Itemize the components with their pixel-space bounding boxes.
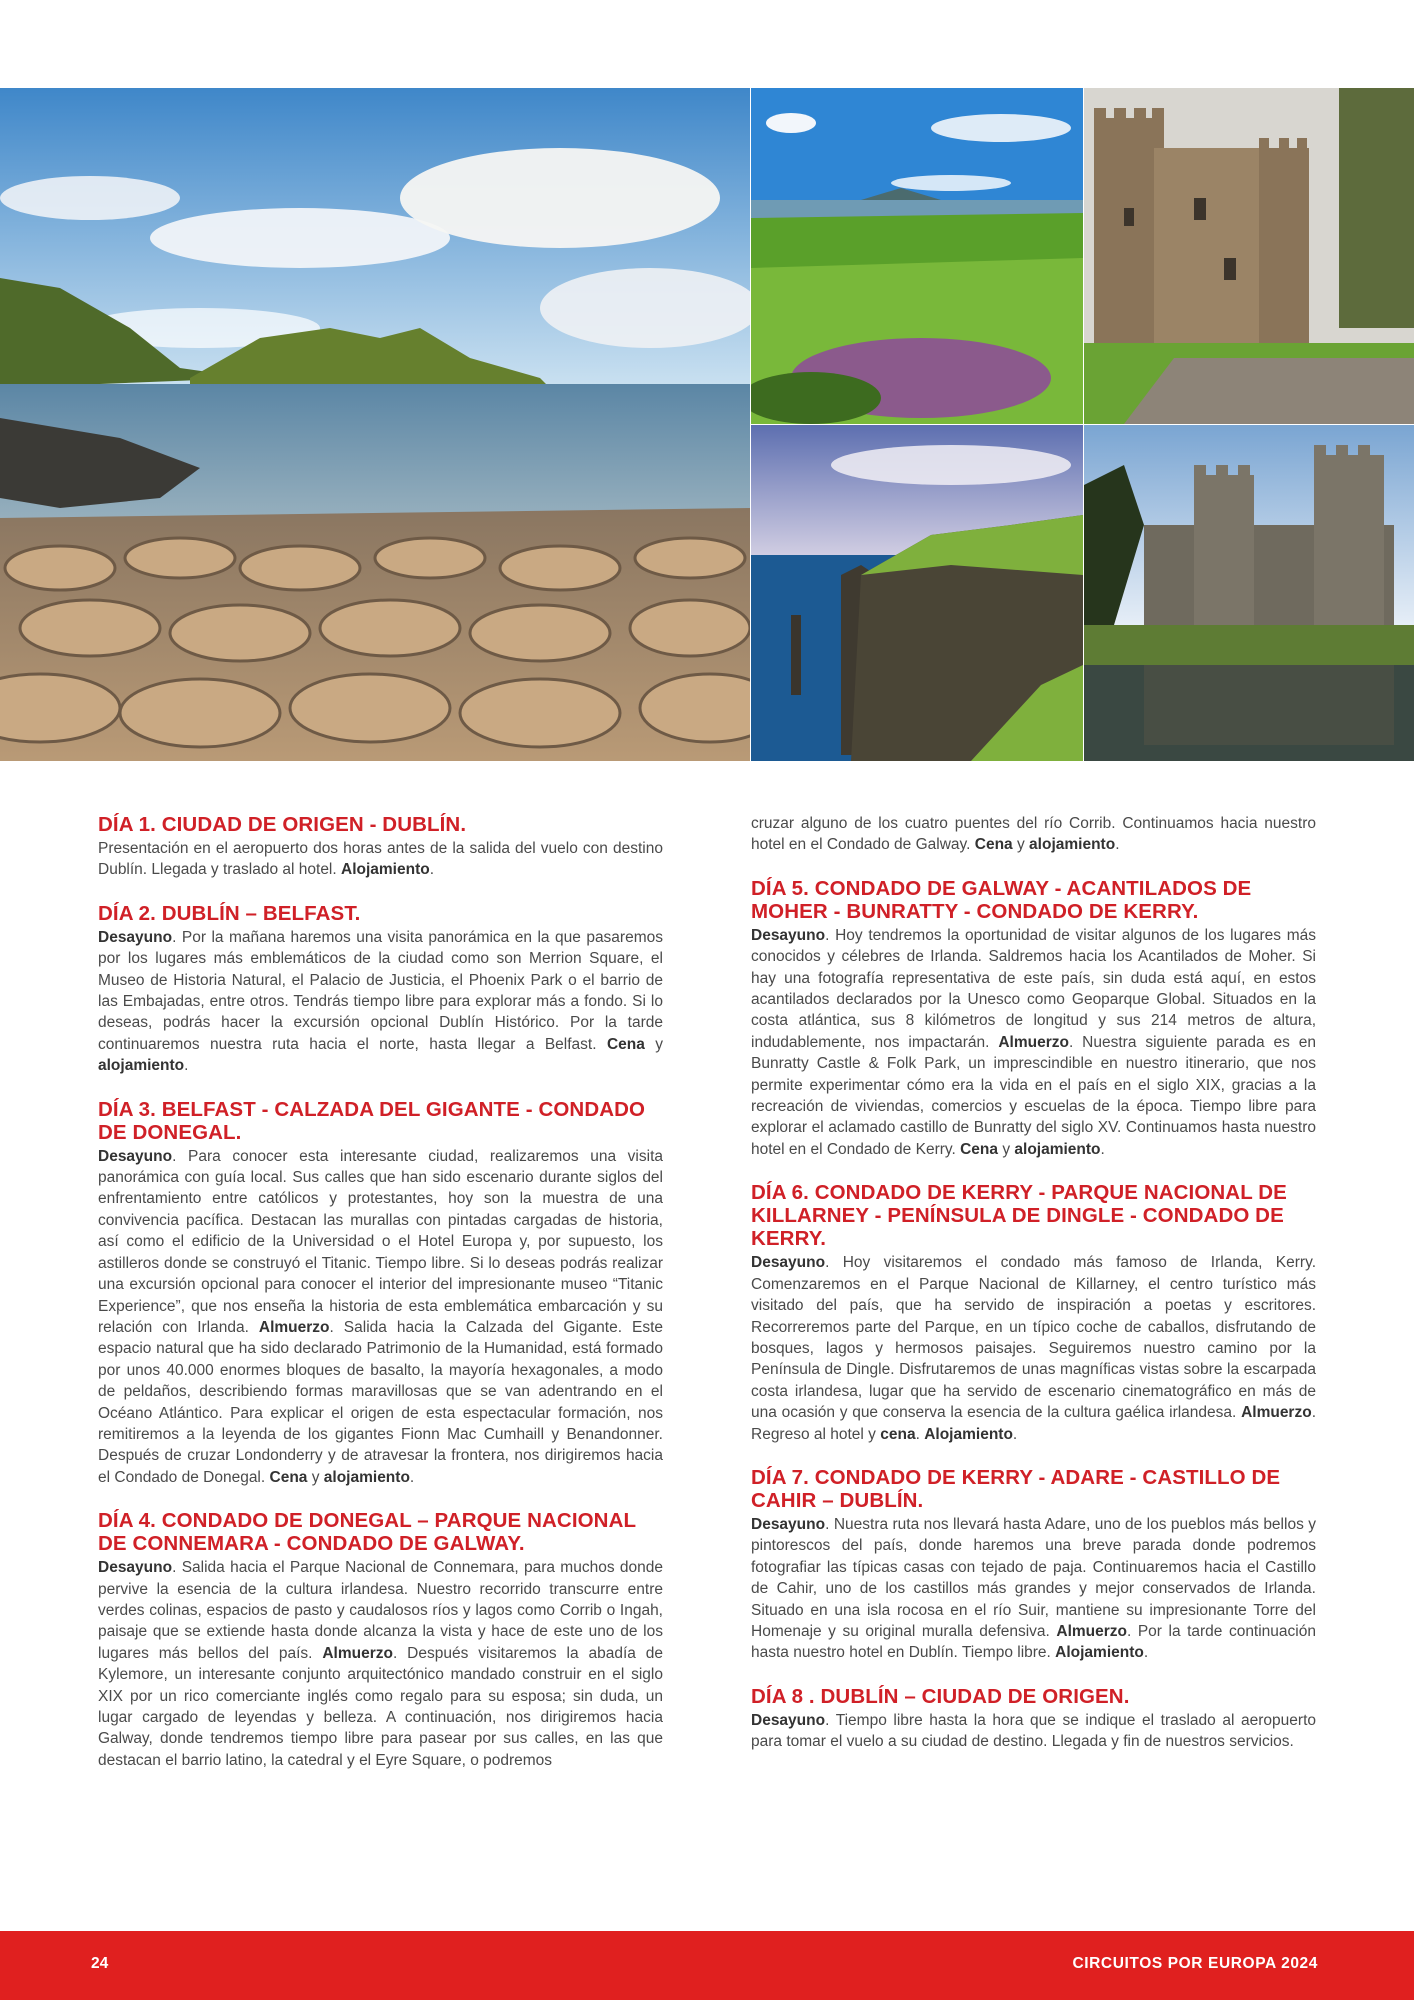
day-heading: DÍA 5. CONDADO DE GALWAY - ACANTILADOS DE MOHER - BUNRATTY - CONDADO DE KERRY. — [751, 876, 1252, 923]
right_column-day-block — [751, 1181, 1316, 1445]
right_column-day-block — [751, 877, 1316, 1160]
day-4-continuation-text: cruzar alguno de los cuatro puentes del río Corrib. Continuamos hacia nuestro hotel en el Condado de Galway. Cena y alojamiento. — [751, 815, 1316, 854]
day-heading: DÍA 8 . DUBLÍN – CIUDAD DE ORIGEN. — [751, 1684, 1130, 1708]
day-description: Presentación en el aeropuerto dos horas antes de la salida del vuelo con destino Dublín. Llegada y traslado al hotel. Alojamiento. — [98, 840, 663, 879]
left_column-day-block — [98, 1509, 663, 1771]
cahir-castle-photo — [1084, 425, 1414, 761]
publication-title: CIRCUITOS POR EUROPA 2024 — [1072, 1955, 1318, 1972]
connemara-photo — [751, 88, 1083, 424]
day-description: Desayuno. Tiempo libre hasta la hora que se indique el traslado al aeropuerto para tomar el vuelo a su ciudad de destino. Llegada y fin de nuestros servicios. — [751, 1711, 1316, 1751]
day-description: Desayuno. Por la mañana haremos una visita panorámica en la que pasaremos por los lugares más emblemáticos de la ciudad como son Merrion Square, el Museo de Historia Natural, el Palacio de Justicia, el Phoenix Park o el barrio de las Embajadas, entre otros. Tendrás tiempo libre para explorar más a fondo. Si lo deseas, podrás hacer la excursión opcional Dublín Histórico. Por la tarde continuaremos nuestra ruta hacia el norte, hasta llegar a Belfast. Cena y alojamiento. — [98, 928, 663, 1075]
right-column — [751, 813, 1316, 1774]
day-description: Desayuno. Para conocer esta interesante ciudad, realizaremos una visita panorámica con guía local. Sus calles que han sido escenario durante siglos del enfrentamiento entre católicos y protestantes, hoy son la muestra de una convivencia pacífica. Destacan las murallas con pintadas cargadas de historia, así como el edificio de la Universidad o el Hotel Europa y, por supuesto, los astilleros donde se construyó el Titanic. Tiempo libre. Si lo deseas podrás realizar una excursión opcional para conocer el interior del impresionante museo “Titanic Experience”, que nos enseña la historia de esta emblemática embarcación y su relación con Irlanda. Almuerzo. Salida hacia la Calzada del Gigante. Este espacio natural que ha sido declarado Patrimonio de la Humanidad, está formado por unos 40.000 enormes bloques de basalto, la mayoría hexagonales, a modo de peldaños, describiendo formas maravillosas que se van adentrando en el Océano Atlántico. Para explicar el origen de esta espectacular formación, nos remitiremos a la leyenda de los gigantes Fionn Mac Cumhaill y Benandonner. Después de cruzar Londonderry y de atravesar la frontera, nos dirigiremos hacia el Condado de Donegal. Cena y alojamiento. — [98, 1147, 663, 1486]
cliffs-of-moher-photo — [751, 425, 1083, 761]
day-heading: DÍA 7. CONDADO DE KERRY - ADARE - CASTILLO DE CAHIR – DUBLÍN. — [751, 1465, 1281, 1512]
day-description: Desayuno. Salida hacia el Parque Nacional de Connemara, para muchos donde pervive la esencia de la cultura irlandesa. Nuestro recorrido transcurre entre verdes colinas, espacios de pasto y caudalosos ríos y lagos como Corrib o Ingah, paisaje que se extiende hasta donde alcanza la vista y hace de este uno de los lugares más bellos del país. Almuerzo. Después visitaremos la abadía de Kylemore, un interesante conjunto arquitectónico mandado construir en el siglo XIX por un rico comerciante inglés como regalo para su esposa; sin duda, un lugar cargado de leyendas y belleza. A continuación, nos dirigiremos hacia Galway, donde tendremos tiempo libre para pasear por sus calles, en las que destacan el barrio latino, la catedral y el Eyre Square, o podremos — [98, 1559, 664, 1769]
giants-causeway-photo — [0, 88, 750, 761]
left_column-day-block — [98, 902, 663, 1077]
page-number: 24 — [91, 1955, 109, 1972]
day-heading: DÍA 6. CONDADO DE KERRY - PARQUE NACIONAL DE KILLARNEY - PENÍNSULA DE DINGLE - CONDADO DE KERRY. — [751, 1181, 1287, 1251]
day-description: Desayuno. Nuestra ruta nos llevará hasta Adare, uno de los pueblos más bellos y pintorescos del país, donde haremos una breve parada donde podremos fotografiar las típicas casas con tejado de paja. Continuaremos hacia el Castillo de Cahir, uno de los castillos más grandes y mejor conservados de Irlanda. Situado en una isla rocosa en el río Suir, mantiene su impresionante Torre del Homenaje y su original muralla defensiva. Almuerzo. Por la tarde continuación hasta nuestro hotel en Dublín. Tiempo libre. Alojamiento. — [751, 1515, 1316, 1662]
footer-bar — [0, 1931, 1414, 2000]
day-4-continuation — [751, 813, 1316, 856]
photo-collage — [0, 88, 1414, 761]
day-heading: DÍA 4. CONDADO DE DONEGAL – PARQUE NACIONAL DE CONNEMARA - CONDADO DE GALWAY. — [98, 1509, 636, 1556]
day-description: Desayuno. Hoy tendremos la oportunidad de visitar algunos de los lugares más conocidos y célebres de Irlanda. Saldremos hacia los Acantilados de Moher. Si hay una fotografía representativa de este país, sin duda está aquí, en estos acantilados declarados por la Unesco como Geoparque Global. Situados en la costa atlántica, sus 8 kilómetros de longitud y sus 214 metros de altura, indudablemente, nos impactarán. Almuerzo. Nuestra siguiente parada es en Bunratty Castle & Folk Park, un imprescindible en nuestro itinerario, que nos permite experimentar cómo era la vida en el país en el siglo XIX, gracias a la recreación de viviendas, comercios y escuelas de la época. Tiempo libre para explorar el aclamado castillo de Bunratty del siglo XV. Continuamos hasta nuestro hotel en el Condado de Kerry. Cena y alojamiento. — [751, 926, 1317, 1158]
left_column-day-block — [98, 813, 663, 881]
day-heading: DÍA 3. BELFAST - CALZADA DEL GIGANTE - CONDADO DE DONEGAL. — [98, 1097, 646, 1144]
right_column-day-block — [751, 1685, 1316, 1753]
left-column — [98, 813, 663, 1792]
day-heading: DÍA 1. CIUDAD DE ORIGEN - DUBLÍN. — [98, 813, 467, 836]
day-description: Desayuno. Hoy visitaremos el condado más famoso de Irlanda, Kerry. Comenzaremos en el Parque Nacional de Killarney, el centro turístico más visitado del país, que ha servido de inspiración a poetas y escritores. Recorreremos parte del Parque, en un típico coche de caballos, disfrutando de bosques, lagos y hermosos paisajes. Seguiremos nuestro camino por la Península de Dingle. Disfrutaremos de unas magníficas vistas sobre la escarpada costa irlandesa, lugar que ha servido de escenario cinematográfico en más de una ocasión y que conserva la esencia de la cultura gaélica irlandesa. Almuerzo. Regreso al hotel y cena. Alojamiento. — [751, 1254, 1316, 1443]
right_column-day-block — [751, 1466, 1316, 1664]
bunratty-castle-photo — [1084, 88, 1414, 424]
left_column-day-block — [98, 1098, 663, 1489]
day-heading: DÍA 2. DUBLÍN – BELFAST. — [98, 901, 361, 925]
